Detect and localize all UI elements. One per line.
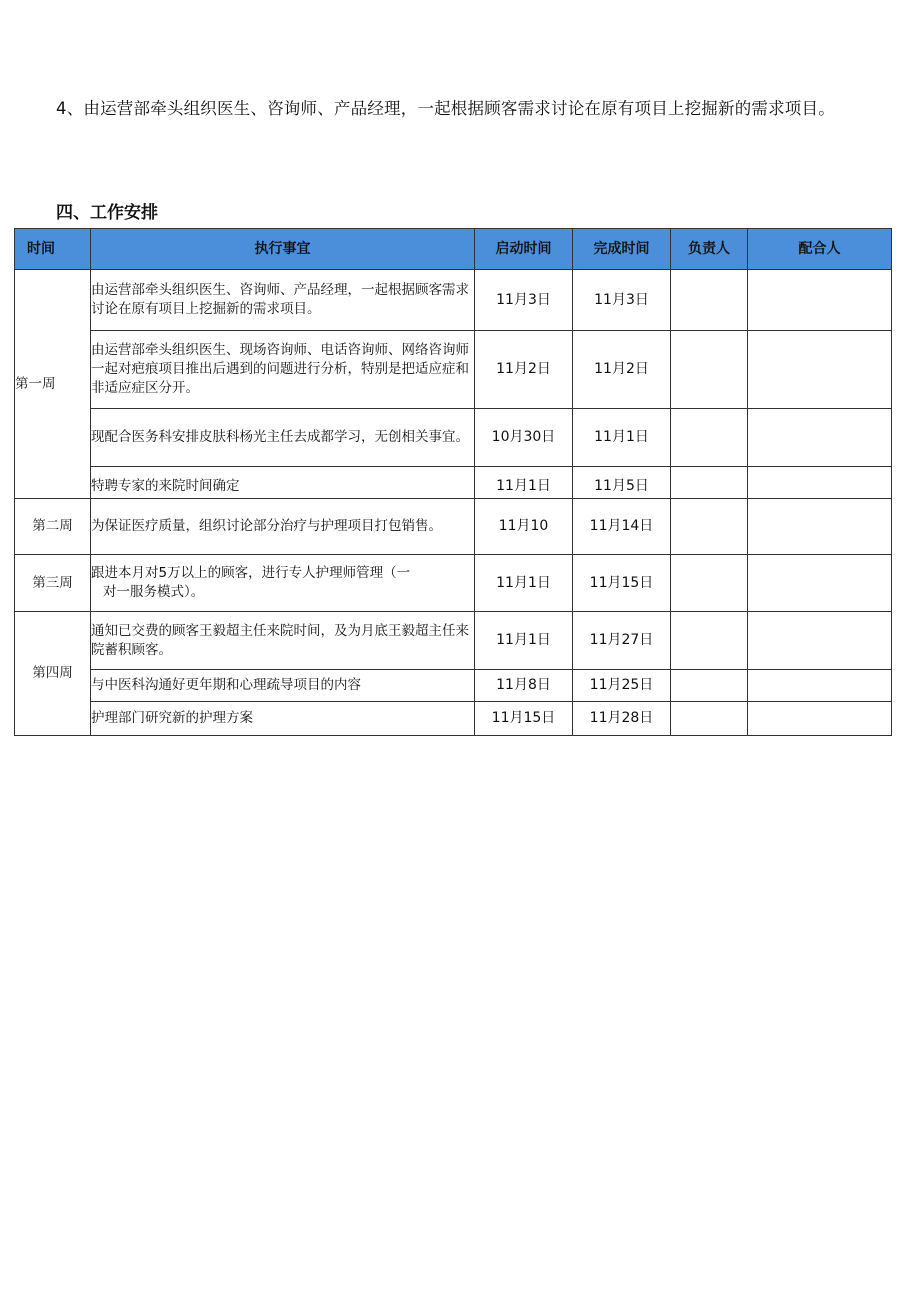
header-time: 时间 <box>15 229 91 270</box>
task-cell: 与中医科沟通好更年期和心理疏导项目的内容 <box>91 670 475 702</box>
owner-cell <box>671 612 748 670</box>
start-date-cell: 11月15日 <box>475 702 573 736</box>
start-date-cell: 11月10 <box>475 499 573 555</box>
table-row <box>15 467 892 499</box>
table-header-row <box>15 229 892 270</box>
table-row <box>15 270 892 331</box>
task-cell: 护理部门研究新的护理方案 <box>91 702 475 736</box>
start-date-cell: 11月3日 <box>475 270 573 331</box>
header-end: 完成时间 <box>573 229 671 270</box>
support-cell <box>748 409 892 467</box>
start-date-cell: 11月1日 <box>475 612 573 670</box>
support-cell <box>748 702 892 736</box>
owner-cell <box>671 270 748 331</box>
header-support: 配合人 <box>748 229 892 270</box>
support-cell <box>748 467 892 499</box>
task-cell: 特聘专家的来院时间确定 <box>91 467 475 499</box>
end-date-cell: 11月27日 <box>573 612 671 670</box>
support-cell <box>748 670 892 702</box>
end-date-cell: 11月1日 <box>573 409 671 467</box>
header-owner: 负责人 <box>671 229 748 270</box>
end-date-cell: 11月28日 <box>573 702 671 736</box>
week-cell: 第三周 <box>15 555 91 612</box>
table-row <box>15 331 892 409</box>
owner-cell <box>671 331 748 409</box>
table-row <box>15 702 892 736</box>
table-row <box>15 499 892 555</box>
owner-cell <box>671 409 748 467</box>
task-cell: 通知已交费的顾客王毅超主任来院时间，及为月底王毅超主任来院蓄积顾客。 <box>91 612 475 670</box>
owner-cell <box>671 702 748 736</box>
task-cell <box>91 555 475 612</box>
owner-cell <box>671 499 748 555</box>
support-cell <box>748 612 892 670</box>
start-date-cell: 10月30日 <box>475 409 573 467</box>
week-cell: 第四周 <box>15 612 91 736</box>
work-schedule-table <box>14 228 892 736</box>
section-heading: 四、工作安排 <box>56 203 158 223</box>
support-cell <box>748 499 892 555</box>
start-date-cell: 11月2日 <box>475 331 573 409</box>
task-cell: 为保证医疗质量，组织讨论部分治疗与护理项目打包销售。 <box>91 499 475 555</box>
header-start: 启动时间 <box>475 229 573 270</box>
task-cell: 现配合医务科安排皮肤科杨光主任去成都学习，无创相关事宜。 <box>91 409 475 467</box>
end-date-cell: 11月25日 <box>573 670 671 702</box>
intro-paragraph: 4、由运营部牵头组织医生、咨询师、产品经理，一起根据顾客需求讨论在原有项目上挖掘新的需求项目。 <box>56 99 835 118</box>
start-date-cell: 11月1日 <box>475 467 573 499</box>
task-cell: 由运营部牵头组织医生、咨询师、产品经理，一起根据顾客需求讨论在原有项目上挖掘新的需求项目。 <box>91 270 475 331</box>
support-cell <box>748 270 892 331</box>
end-date-cell: 11月14日 <box>573 499 671 555</box>
week-cell: 第二周 <box>15 499 91 555</box>
start-date-cell: 11月1日 <box>475 555 573 612</box>
end-date-cell: 11月2日 <box>573 331 671 409</box>
task-cell: 由运营部牵头组织医生、现场咨询师、电话咨询师、网络咨询师一起对疤痕项目推出后遇到的问题进行分析，特别是把适应症和非适应症区分开。 <box>91 331 475 409</box>
end-date-cell: 11月15日 <box>573 555 671 612</box>
start-date-cell: 11月8日 <box>475 670 573 702</box>
owner-cell <box>671 670 748 702</box>
week-cell: 第一周 <box>15 270 91 499</box>
table-row <box>15 555 892 612</box>
owner-cell <box>671 555 748 612</box>
support-cell <box>748 331 892 409</box>
task-line: 对一服务模式）。 <box>103 584 205 600</box>
end-date-cell: 11月5日 <box>573 467 671 499</box>
task-line: 跟进本月对5万以上的顾客，进行专人护理师管理（一 <box>91 565 411 581</box>
header-task: 执行事宜 <box>91 229 475 270</box>
owner-cell <box>671 467 748 499</box>
support-cell <box>748 555 892 612</box>
table-row <box>15 409 892 467</box>
table-row <box>15 670 892 702</box>
table-row <box>15 612 892 670</box>
end-date-cell: 11月3日 <box>573 270 671 331</box>
